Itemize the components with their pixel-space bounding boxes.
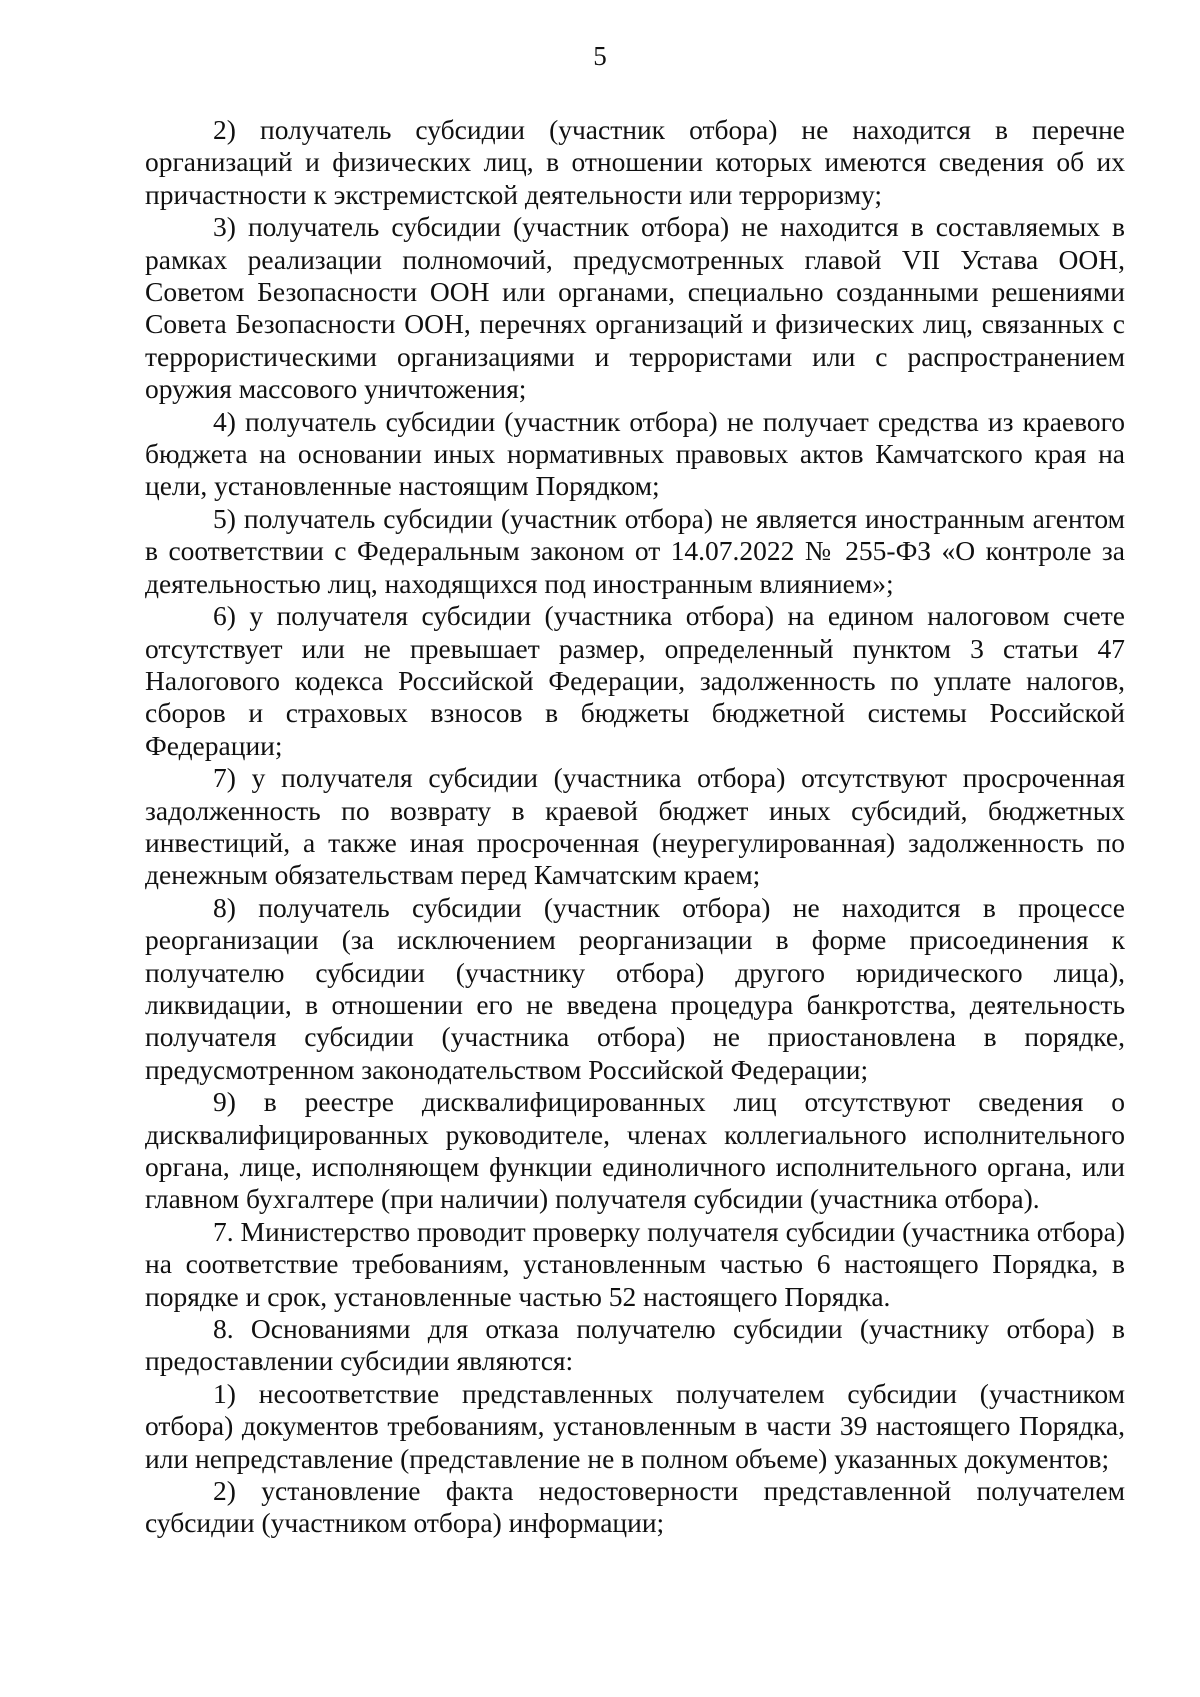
paragraph-item-4: 4) получатель субсидии (участник отбора) не получает средства из краевого бюджета на основании иных нормативных правовых актов Камчатского края на цели, установленные настоящим Порядком; [145,405,1125,502]
paragraph-item-5: 5) получатель субсидии (участник отбора) не является иностранным агентом в соответствии с Федеральным законом от 14.07.2022 № 255-ФЗ «О контроле за деятельностью лиц, находящихся под иностранным влиянием»; [145,502,1125,599]
document-body [145,114,1125,1540]
paragraph-item-2: 2) получатель субсидии (участник отбора) не находится в перечне организаций и физических лиц, в отношении которых имеются сведения об их причастности к экстремистской деятельности или терроризму; [145,114,1125,210]
page-number: 5 [593,41,607,71]
paragraph-part-8: 8. Основаниями для отказа получателю субсидии (участнику отбора) в предоставлении субсидии являются: [145,1313,1125,1377]
paragraph-refusal-2: 2) установление факта недостоверности представленной получателем субсидии (участником отбора) информации; [145,1475,1125,1539]
paragraph-item-3: 3) получатель субсидии (участник отбора) не находится в составляемых в рамках реализации полномочий, предусмотренных главой VII Устава ООН, Советом Безопасности ООН или органами, специально созданными решениями Совета Безопасности ООН, перечнях организаций и физических лиц, связанных с террористическими организациями и террористами или с распространением оружия массового уничтожения; [145,211,1125,405]
paragraph-item-8: 8) получатель субсидии (участник отбора) не находится в процессе реорганизации (за исключением реорганизации в форме присоединения к получателю субсидии (участнику отбора) другого юридического лица), ликвидации, в отношении его не введена процедура банкротства, деятельность получателя субсидии (участника отбора) не приостановлена в порядке, предусмотренном законодательством Российской Федерации; [145,891,1125,1085]
paragraph-refusal-1: 1) несоответствие представленных получателем субсидии (участником отбора) документов требованиям, установленным в части 39 настоящего Порядка, или непредставление (представление не в полном объеме) указанных документов; [145,1377,1125,1474]
paragraph-part-7: 7. Министерство проводит проверку получателя субсидии (участника отбора) на соответствие требованиям, установленным частью 6 настоящего Порядка, в порядке и срок, установленные частью 52 настоящего Порядка. [145,1215,1125,1312]
paragraph-item-9: 9) в реестре дисквалифицированных лиц отсутствуют сведения о дисквалифицированных руководителе, членах коллегиального исполнительного органа, лице, исполняющем функции единоличного исполнительного органа, или главном бухгалтере (при наличии) получателя субсидии (участника отбора). [145,1086,1125,1215]
paragraph-item-6: 6) у получателя субсидии (участника отбора) на едином налоговом счете отсутствует или не превышает размер, определенный пунктом 3 статьи 47 Налогового кодекса Российской Федерации, задолженность по уплате налогов, сборов и страховых взносов в бюджеты бюджетной системы Российской Федерации; [145,600,1125,761]
paragraph-item-7: 7) у получателя субсидии (участника отбора) отсутствуют просроченная задолженность по возврату в краевой бюджет иных субсидий, бюджетных инвестиций, а также иная просроченная (неурегулированная) задолженность по денежным обязательствам перед Камчатским краем; [145,762,1125,891]
